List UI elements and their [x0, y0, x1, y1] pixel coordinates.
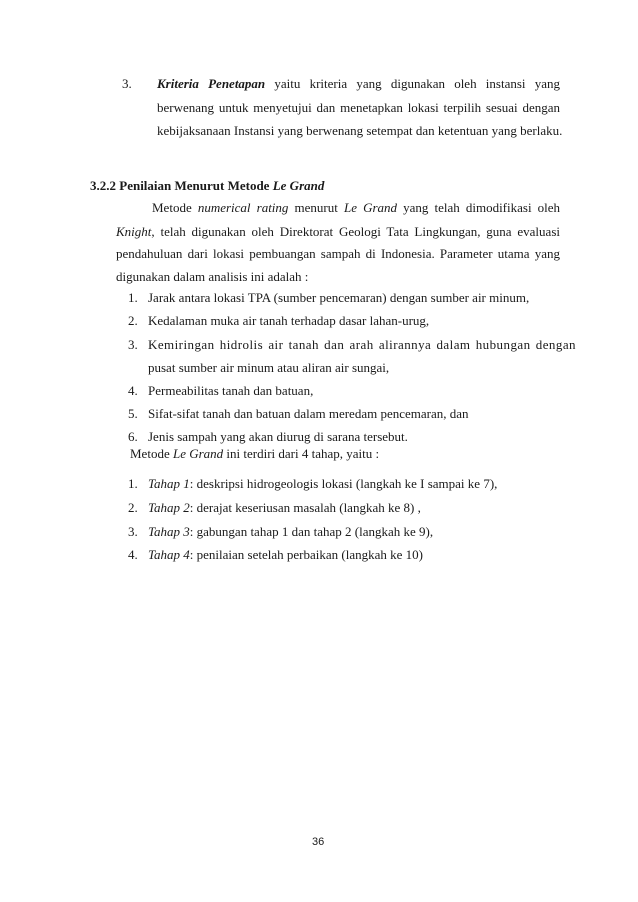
criteria-3-text-1: yaitu kriteria yang digunakan oleh instansi yang	[274, 76, 561, 91]
page-number: 36	[312, 836, 325, 848]
criteria-3-term: Kriteria Penetapan	[157, 76, 266, 91]
para-line-1: Metode numerical rating menurut Le Grand yang telah dimodifikasi oleh	[152, 200, 561, 215]
stages-intro: Metode Le Grand ini terdiri dari 4 tahap, yaitu :	[130, 446, 380, 461]
criteria-3-line-1	[157, 76, 560, 92]
para-line-4: digunakan dalam analisis ini adalah :	[116, 269, 309, 284]
criteria-3-line-2: berwenang untuk menyetujui dan menetapkan lokasi terpilih sesuai dengan	[157, 100, 560, 115]
para-line-3: pendahuluan dari lokasi pembuangan sampah di Indonesia. Parameter utama yang	[116, 246, 560, 261]
section-number: 3.2.2	[90, 178, 116, 193]
para-line-2: Knight, telah digunakan oleh Direktorat Geologi Tata Lingkungan, guna evaluasi	[116, 224, 560, 239]
criteria-3-line-3: kebijaksanaan Instansi yang berwenang setempat dan ketentuan yang berlaku.	[157, 123, 563, 138]
criteria-3-number: 3.	[122, 76, 132, 91]
section-heading	[90, 178, 324, 194]
section-title: Penilaian Menurut Metode Le Grand	[119, 178, 325, 193]
